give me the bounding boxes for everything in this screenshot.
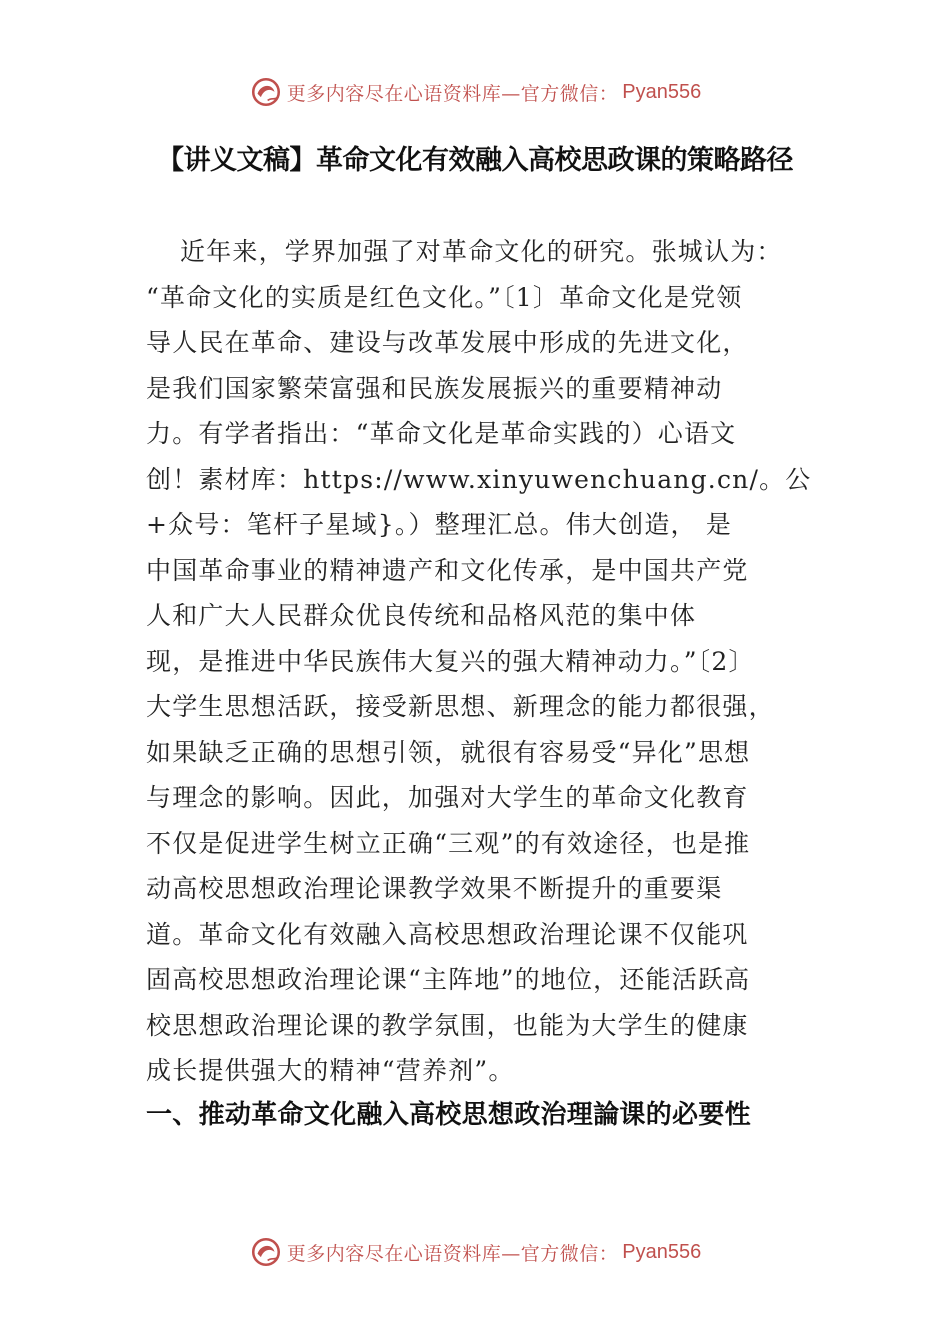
- section-heading: 一、推动革命文化融入高校思想政治理論课的必要性: [146, 1100, 751, 1130]
- paragraph-line: 近年来，学界加强了对革命文化的研究。张城认为：: [180, 237, 783, 266]
- paragraph-line: 导人民在革命、建设与改革发展中形成的先进文化，: [146, 328, 749, 357]
- paragraph-line: 现，是推进中华民族伟大复兴的强大精神动力。”〔2〕: [146, 646, 755, 676]
- banner-wechat-id: Pyan556: [622, 1240, 702, 1263]
- paragraph-line: 道。革命文化有效融入高校思想政治理论课不仅能巩: [146, 919, 749, 949]
- banner-text: 更多内容尽在心语资料库—官方微信：: [286, 82, 619, 105]
- swirl-logo-icon: [249, 1235, 283, 1269]
- document-title: 【讲义文稿】革命文化有效融入高校思政课的策略路径: [157, 145, 793, 176]
- paragraph-line: 成长提供强大的精神“营养剂”。: [146, 1056, 515, 1085]
- paragraph-line: 动高校思想政治理论课教学效果不断提升的重要渠: [146, 874, 723, 903]
- footer-banner: [0, 1232, 950, 1272]
- paragraph-line: 中国革命事业的精神遗产和文化传承，是中国共产党: [146, 555, 749, 585]
- swirl-logo-icon: [249, 75, 283, 109]
- paragraph-line: 固高校思想政治理论课“主阵地”的地位，还能活跃高: [146, 965, 751, 994]
- paragraph-line: 是我们国家繁荣富强和民族发展振兴的重要精神动: [146, 373, 723, 403]
- header-banner: [0, 72, 950, 112]
- body-paragraph: [146, 229, 812, 1094]
- paragraph-line: 与理念的影响。因此，加强对大学生的革命文化教育: [146, 783, 749, 812]
- paragraph-line: 创！素材库：https://www.xinyuwenchuang.cn/。公: [146, 464, 812, 494]
- paragraph-line: +众号：笔杆子星域}。）整理汇总。伟大创造， 是: [146, 510, 733, 539]
- paragraph-line: “革命文化的实质是红色文化。”〔1〕革命文化是党领: [146, 282, 743, 312]
- paragraph-line: 不仅是促进学生树立正确“三观”的有效途径，也是推: [146, 828, 751, 858]
- paragraph-line: 人和广大人民群众优良传统和品格风范的集中体: [146, 601, 697, 630]
- banner-wechat-id: Pyan556: [622, 80, 702, 103]
- banner-text: 更多内容尽在心语资料库—官方微信：: [286, 1242, 619, 1265]
- paragraph-line: 力。有学者指出：“革命文化是革命实践的）心语文: [146, 419, 737, 448]
- paragraph-line: 校思想政治理论课的教学氛围，也能为大学生的健康: [146, 1010, 749, 1040]
- paragraph-line: 如果缺乏正确的思想引领，就很有容易受“异化”思想: [146, 737, 751, 767]
- paragraph-line: 大学生思想活跃，接受新思想、新理念的能力都很强，: [146, 692, 775, 721]
